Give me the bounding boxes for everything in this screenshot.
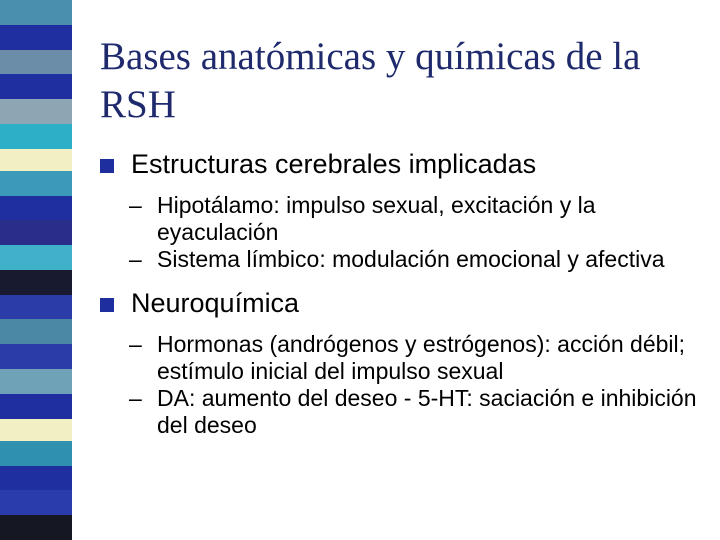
bullet-text: Estructuras cerebrales implicadas bbox=[131, 149, 537, 179]
decorative-stripe bbox=[0, 0, 72, 540]
bullet-group-neurochemistry bbox=[100, 287, 710, 439]
stripe-band bbox=[0, 124, 72, 149]
stripe-band bbox=[0, 220, 72, 245]
stripe-band bbox=[0, 466, 72, 491]
sub-bullet-text: Hipotálamo: impulso sexual, excitación y la eyaculación bbox=[157, 192, 596, 245]
stripe-band bbox=[0, 295, 72, 320]
stripe-band bbox=[0, 369, 72, 394]
stripe-band bbox=[0, 74, 72, 99]
dash-bullet-icon: – bbox=[129, 331, 142, 357]
stripe-band bbox=[0, 149, 72, 171]
bullet-item bbox=[100, 287, 710, 319]
dash-bullet-icon: – bbox=[129, 192, 142, 218]
square-bullet-icon bbox=[100, 298, 114, 312]
stripe-band bbox=[0, 99, 72, 124]
stripe-band bbox=[0, 270, 72, 295]
stripe-band bbox=[0, 419, 72, 441]
stripe-band bbox=[0, 171, 72, 196]
stripe-band bbox=[0, 25, 72, 50]
bullet-item bbox=[100, 148, 710, 180]
sub-bullet-item bbox=[100, 246, 710, 273]
slide-title: Bases anatómicas y químicas de la RSH bbox=[100, 35, 641, 126]
sub-bullet-item bbox=[100, 331, 710, 385]
stripe-band bbox=[0, 344, 72, 369]
dash-bullet-icon: – bbox=[129, 246, 142, 272]
stripe-band bbox=[0, 245, 72, 270]
sub-bullet-text: Sistema límbico: modulación emocional y afectiva bbox=[157, 246, 665, 272]
slide-content bbox=[100, 148, 710, 453]
stripe-band bbox=[0, 50, 72, 75]
sub-bullet-item bbox=[100, 385, 710, 439]
stripe-band bbox=[0, 394, 72, 419]
square-bullet-icon bbox=[100, 159, 114, 173]
stripe-band bbox=[0, 441, 72, 466]
bullet-group-structures bbox=[100, 148, 710, 273]
stripe-band bbox=[0, 0, 72, 25]
dash-bullet-icon: – bbox=[129, 385, 142, 411]
stripe-band bbox=[0, 319, 72, 344]
stripe-band bbox=[0, 196, 72, 221]
stripe-band bbox=[0, 515, 72, 540]
sub-bullet-text: Hormonas (andrógenos y estrógenos): acción débil; estímulo inicial del impulso sexual bbox=[157, 331, 686, 384]
stripe-band bbox=[0, 490, 72, 515]
sub-bullet-text: DA: aumento del deseo - 5-HT: saciación e inhibición del deseo bbox=[157, 385, 697, 438]
bullet-text: Neuroquímica bbox=[131, 288, 300, 318]
sub-bullet-item bbox=[100, 192, 710, 246]
